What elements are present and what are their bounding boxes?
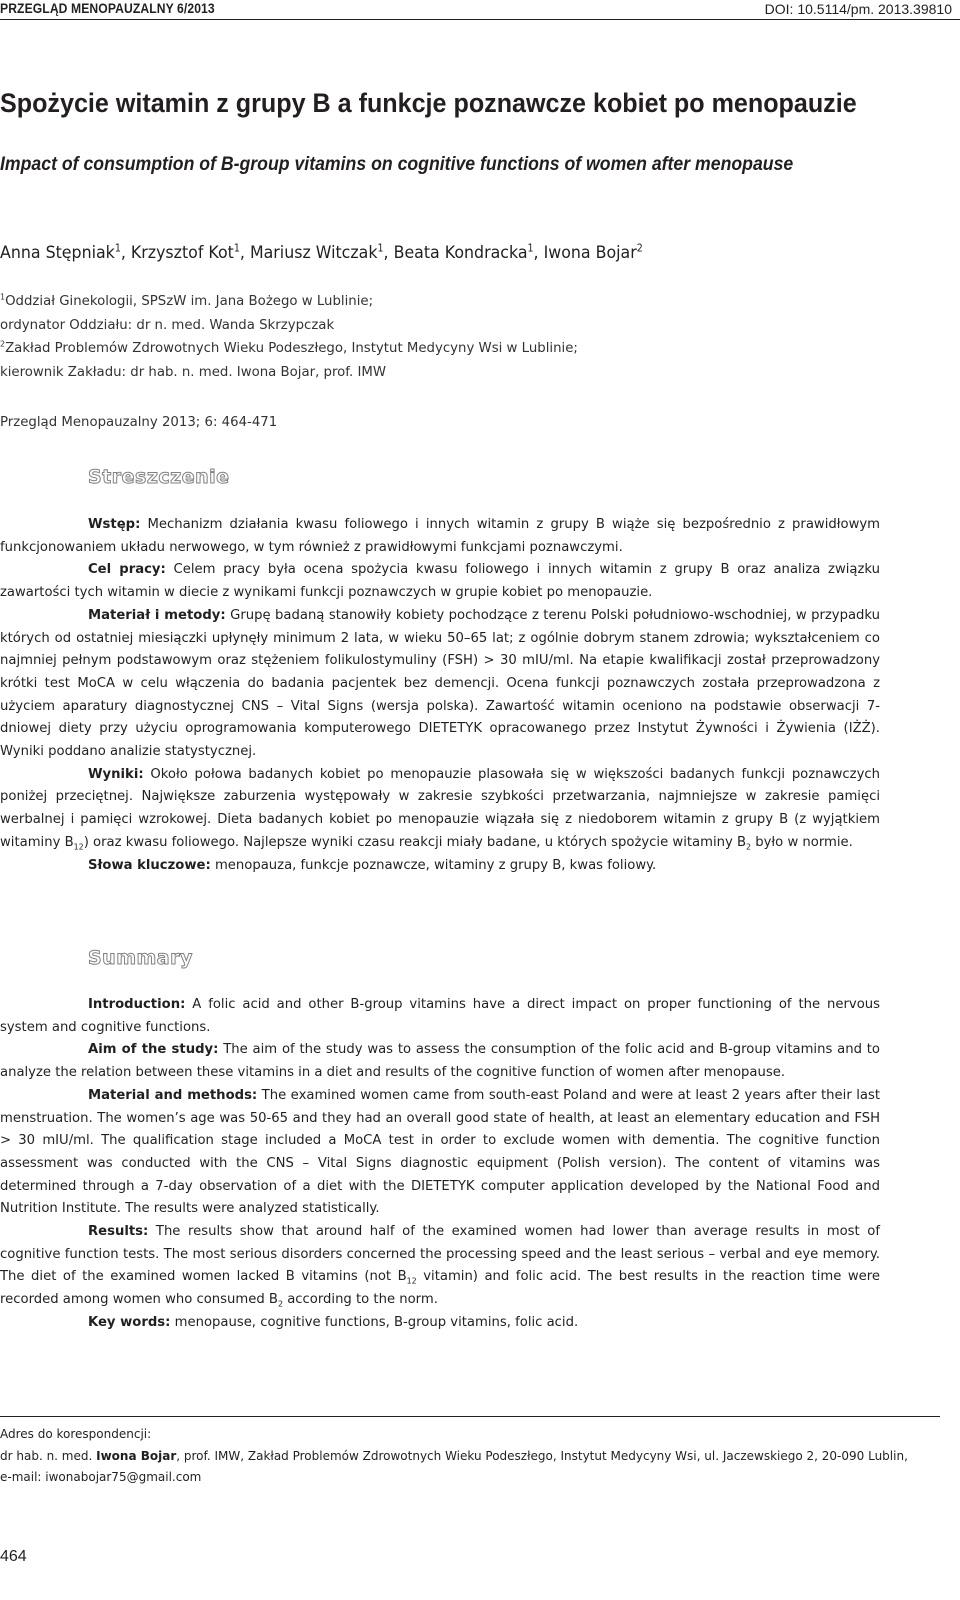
- streszczenie-body: [0, 514, 880, 877]
- paragraph-slowa-kluczowe: Słowa kluczowe: menopauza, funkcje poznawcze, witaminy z grupy B, kwas foliowy.: [88, 857, 657, 873]
- page-number: 464: [0, 1548, 27, 1565]
- affiliation-1-line-1: $^1$Oddział Ginekologii, SPSzW im. Jana Bożego w Lublinie;: [0, 292, 374, 309]
- correspondence: [0, 1424, 940, 1489]
- paragraph-aim: Aim of the study: The aim of the study was to assess the consumption of the folic acid and B-group vitamins and to analyze the relation between these vitamins in a diet and results of the cognitive function of women after menopause.: [0, 1042, 880, 1081]
- affiliation-2-line-2: kierownik Zakładu: dr hab. n. med. Iwona Bojar, prof. IMW: [0, 364, 386, 380]
- correspondence-heading: Adres do korespondencji:: [0, 1427, 152, 1441]
- doi-label: DOI: 10.5114/pm. 2013.39810: [764, 1, 952, 17]
- streszczenie-heading: Streszczenie: [88, 466, 230, 488]
- paragraph-wstep: Wstęp: Mechanizm działania kwasu foliowego i innych witamin z grupy B wiąże się bezpośrednio z prawidłowym funkcjonowaniem układu nerwowego, w tym również z prawidłowymi funkcjami poznawczymi.: [0, 517, 880, 555]
- paragraph-results: Results: The results show that around half of the examined women had lower than average results in most of cognitive function tests. The most serious disorders concerned the processing speed and the least serious – verbal and eye memory. The diet of the examined women lacked B vitamins (not $B_{12}$ vitamin) and folic acid. The best results in the reaction time were recorded among women who consumed $B_2$ according to the norm.: [0, 1224, 880, 1309]
- summary-heading: Summary: [88, 947, 193, 969]
- author: Krzysztof Kot$^1$,: [130, 243, 250, 263]
- article-title: Spożycie witamin z grupy B a funkcje poznawcze kobiet po menopauzie: [0, 88, 857, 118]
- author: Iwona Bojar$^2$: [543, 243, 643, 263]
- affiliation-2-line-1: $^2$Zakład Problemów Zdrowotnych Wieku Podeszłego, Instytut Medycyny Wsi w Lublinie;: [0, 339, 578, 356]
- paragraph-introduction: Introduction: A folic acid and other B-group vitamins have a direct impact on proper functioning of the nervous system and cognitive functions.: [0, 997, 880, 1035]
- journal-name: PRZEGLĄD MENOPAUZALNY 6/2013: [0, 1, 215, 16]
- author: Beata Kondracka$^1$,: [393, 243, 544, 263]
- author: Anna Stępniak$^1$,: [0, 243, 131, 263]
- running-header: [0, 0, 960, 20]
- affiliation-1-line-2: ordynator Oddziału: dr n. med. Wanda Skrzypczak: [0, 317, 335, 333]
- paragraph-key-words: Key words: menopause, cognitive functions, B-group vitamins, folic acid.: [88, 1314, 579, 1330]
- author-list: [0, 240, 643, 266]
- footer-divider: [0, 1416, 940, 1417]
- correspondence-email: e-mail: iwonabojar75@gmail.com: [0, 1470, 202, 1484]
- citation: Przegląd Menopauzalny 2013; 6: 464-471: [0, 415, 278, 430]
- author: Mariusz Witczak$^1$,: [249, 243, 394, 263]
- paragraph-wyniki: Wyniki: Około połowa badanych kobiet po menopauzie plasowała się w większości badanych funkcji poznawczych poniżej przeciętnej. Największe zaburzenia występowały w zakresie szybkości przetwarzania, najmniejsze w zakresie pamięci werbalnej i pamięci wzrokowej. Dieta badanych kobiet po menopauzie wiązała się z niedoborem witamin z grupy B (z wyjątkiem witaminy $B_{12}$) oraz kwasu foliowego. Najlepsze wyniki czasu reakcji miały badane, u których spożycie witaminy $B_2$ było w normie.: [0, 766, 880, 852]
- paragraph-methods: Material and methods: The examined women came from south-east Poland and were at least 2 years after their last menstruation. The women’s age was 50-65 and they had an overall good state of health, at least an elementary education and FSH > 30 mIU/ml. The qualification stage included a MoCA test in order to exclude women with dementia. The cognitive function assessment was conducted with the CNS – Vital Signs diagnostic equipment (Polish version). The content of vitamins was determined through a 7-day observation of a diet with the DIETETYK computer application developed by the National Food and Nutrition Institute. The results were analyzed statistically.: [0, 1087, 881, 1217]
- paragraph-material: Materiał i metody: Grupę badaną stanowiły kobiety pochodzące z terenu Polski południowo-wschodniej, w przypadku których od ostatniej miesiączki upłynęły minimum 2 lata, w wieku 50–65 lat; z ogólnie dobrym stanem zdrowia; wykształceniem co najmniej pełnym podstawowym oraz stężeniem folikulostymuliny (FSH) > 30 mIU/ml. Na etapie kwalifikacji został przeprowadzony krótki test MoCA w celu włączenia do badania pacjentek bez demencji. Ocena funkcji poznawczych została przeprowadzona z użyciem aparatury diagnostycznej CNS – Vital Signs (wersja polska). Zawartość witamin oceniono na podstawie obserwacji 7-dniowej diety przy użyciu oprogramowania komputerowego DIETETYK opracowanego przez Instytut Żywności i Żywienia (IŻŻ). Wyniki poddano analizie statystycznej.: [0, 607, 881, 760]
- correspondence-address: dr hab. n. med. Iwona Bojar, prof. IMW, Zakład Problemów Zdrowotnych Wieku Podeszłego, Instytut Medycyny Wsi, ul. Jaczewskiego 2, 20-090 Lublin,: [0, 1448, 908, 1463]
- summary-body: [0, 994, 880, 1335]
- paragraph-cel: Cel pracy: Celem pracy była ocena spożycia kwasu foliowego i innych witamin z grupy B oraz analiza związku zawartości tych witamin w diecie z wynikami funkcji poznawczych w grupie kobiet po menopauzie.: [0, 562, 880, 601]
- article-subtitle: Impact of consumption of B-group vitamins on cognitive functions of women after menopause: [0, 154, 794, 175]
- affiliations: [0, 290, 960, 384]
